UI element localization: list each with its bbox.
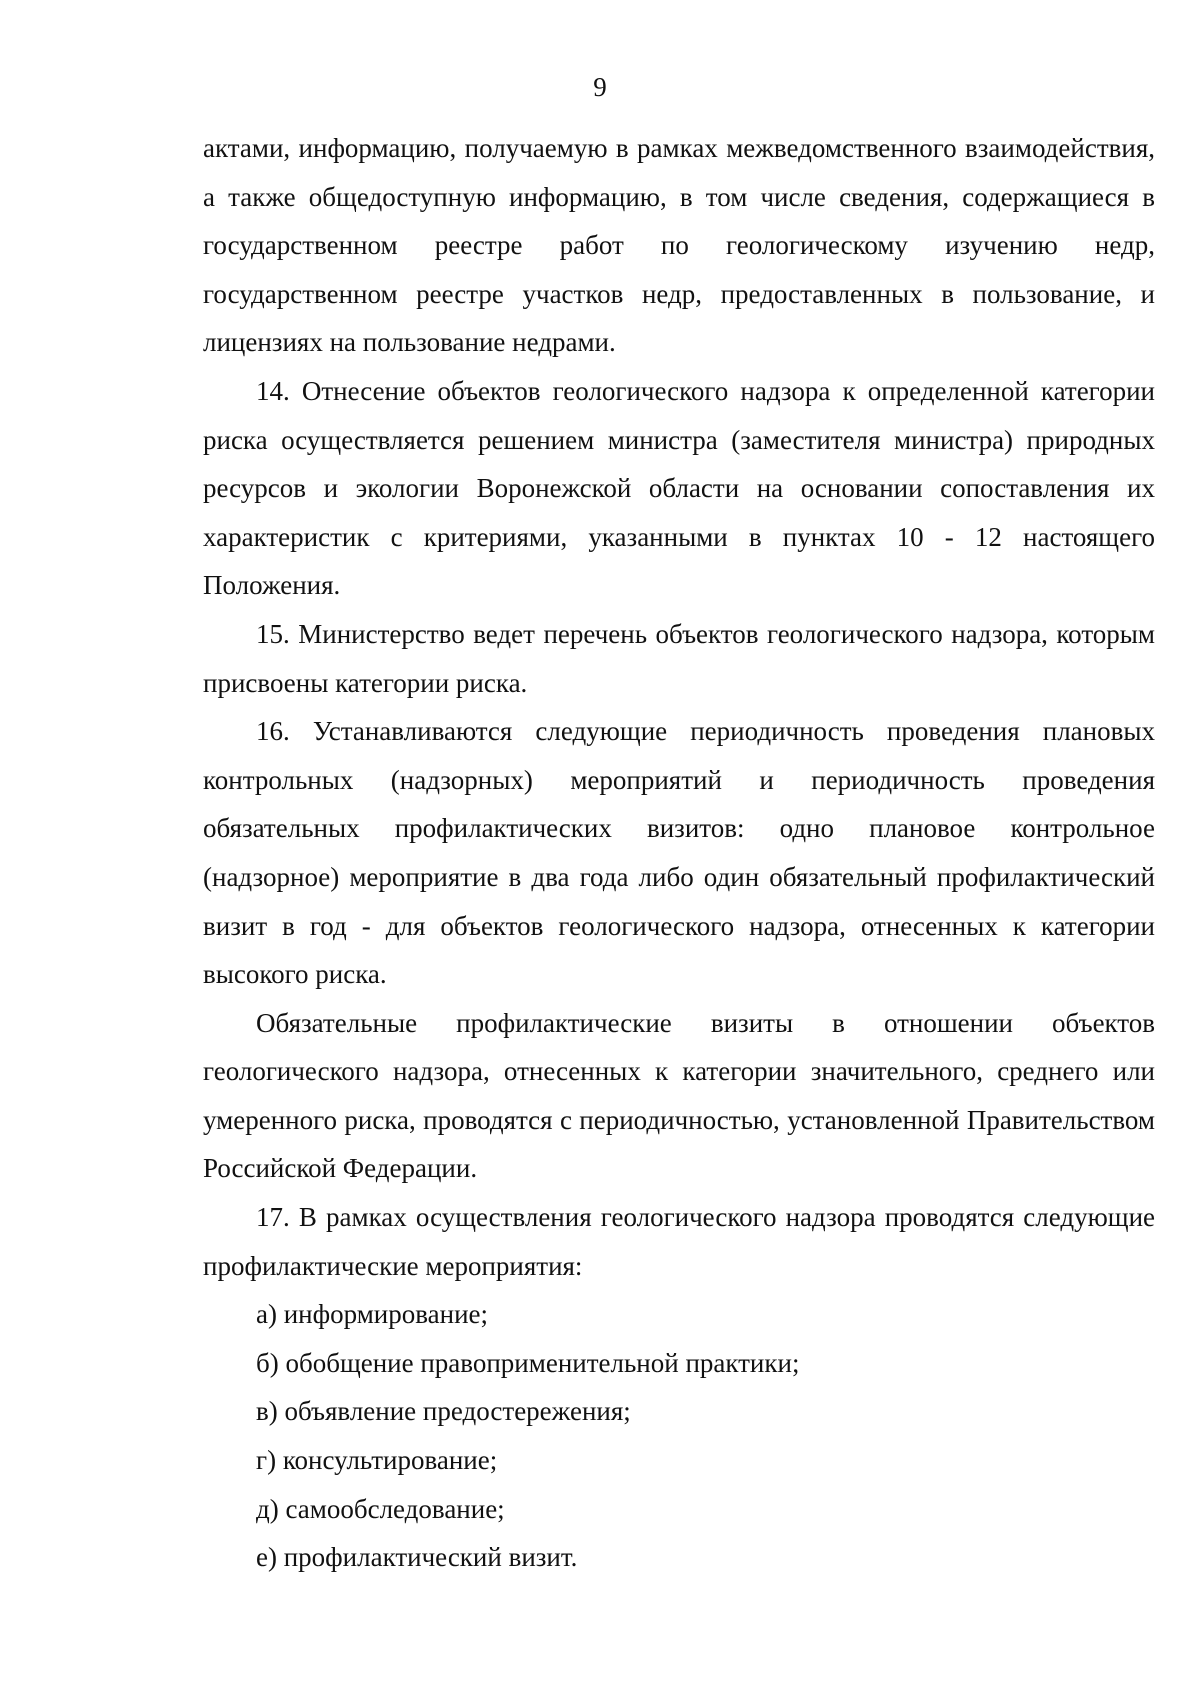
- list-item-a: а) информирование;: [256, 1299, 489, 1330]
- document-body: [203, 124, 1155, 1582]
- paragraph-15: 15. Министерство ведет перечень объектов геологического надзора, которым присвоены категории риска.: [203, 618, 1155, 698]
- list-item-g: г) консультирование;: [256, 1445, 498, 1476]
- paragraph-16-continued: Обязательные профилактические визиты в отношении объектов геологического надзора, отнесенных к категории значительного, среднего или умеренного риска, проводятся с периодичностью, установленной Правительством Российской Федерации.: [203, 1007, 1155, 1184]
- paragraph-17: 17. В рамках осуществления геологического надзора проводятся следующие профилактические мероприятия:: [203, 1202, 1155, 1281]
- list-item-v: в) объявление предостережения;: [256, 1396, 631, 1427]
- page-number: 9: [593, 72, 607, 102]
- list-item-d: д) самообследование;: [256, 1493, 505, 1524]
- paragraph-14: 14. Отнесение объектов геологического надзора к определенной категории риска осуществляется решением министра (заместителя министра) природных ресурсов и экологии Воронежской области на основании сопоставления их характеристик с критериями, указанными в пунктах 10 - 12 настоящего Положения.: [203, 375, 1155, 601]
- list-item-e: е) профилактический визит.: [256, 1542, 578, 1573]
- paragraph-continuation: актами, информацию, получаемую в рамках межведомственного взаимодействия, а также общедоступную информацию, в том числе сведения, содержащиеся в государственном реестре работ по геологическому изучению недр, государственном реестре участков недр, предоставленных в пользование, и лицензиях на пользование недрами.: [203, 133, 1155, 358]
- list-item-b: б) обобщение правоприменительной практики;: [256, 1347, 800, 1378]
- paragraph-16: 16. Устанавливаются следующие периодичность проведения плановых контрольных (надзорных) мероприятий и периодичность проведения обязательных профилактических визитов: одно плановое контрольное (надзорное) мероприятие в два года либо один обязательный профилактический визит в год - для объектов геологического надзора, отнесенных к категории высокого риска.: [203, 716, 1155, 990]
